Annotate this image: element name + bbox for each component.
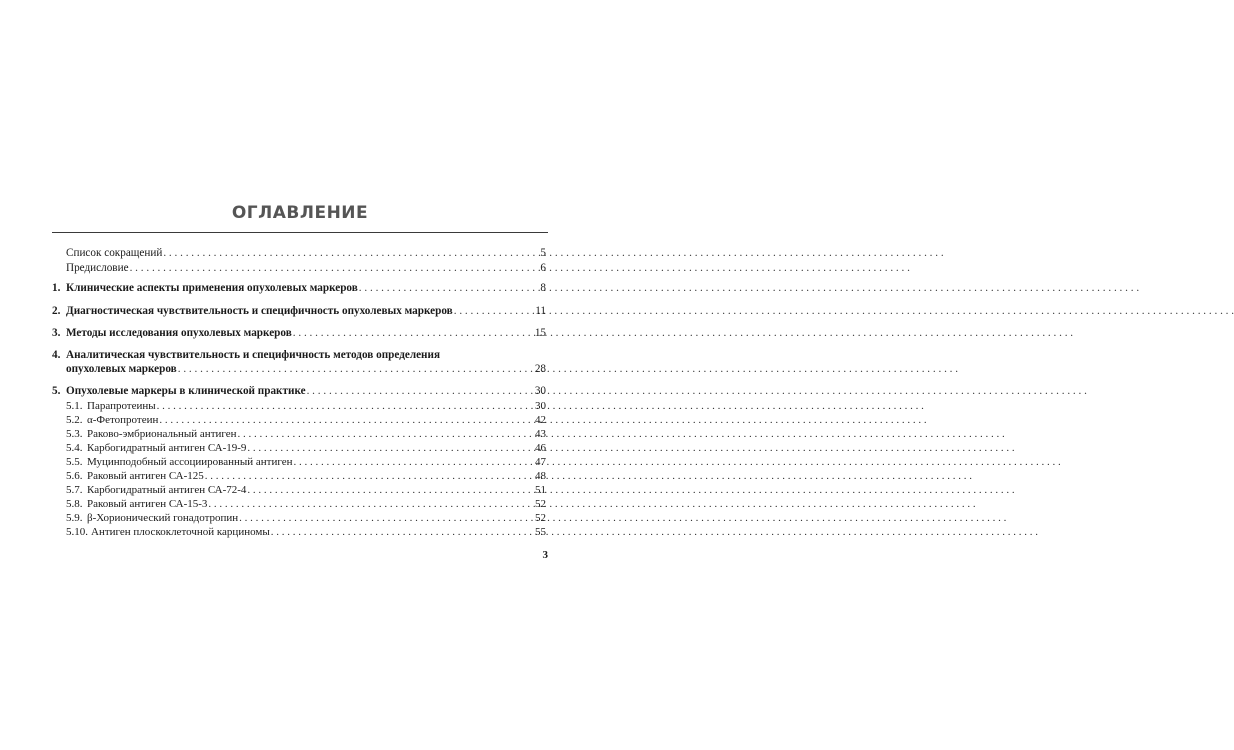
toc-chapter-5[interactable] xyxy=(52,385,546,398)
toc-section-5-1[interactable] xyxy=(66,400,546,413)
toc-chapter-title: Диагностическая чувствительность и специфичность опухолевых маркеров xyxy=(66,305,453,317)
toc-section-title: Антиген плоскоклеточной карциномы xyxy=(91,526,270,538)
toc-leader-dots xyxy=(293,456,534,469)
toc-chapter-number: 4. xyxy=(52,349,61,361)
toc-section-page: 42 xyxy=(535,414,546,426)
toc-section-title: Муцинподобный ассоциированный антиген xyxy=(87,456,293,468)
toc-chapter-2[interactable] xyxy=(52,305,546,318)
toc-leader-dots xyxy=(271,526,534,539)
toc-section-5-7[interactable] xyxy=(66,484,546,497)
toc-leader-dots xyxy=(205,470,534,483)
toc-section-5-6[interactable] xyxy=(66,470,546,483)
toc-section-number: 5.5. xyxy=(66,456,83,468)
toc-section-title: Раковый антиген СА-125 xyxy=(87,470,204,482)
toc-section-number: 5.6. xyxy=(66,470,83,482)
toc-section-title: α-Фетопротеин xyxy=(87,414,159,426)
toc-leader-dots xyxy=(247,484,534,497)
toc-leader-dots xyxy=(163,247,539,260)
heading-rule xyxy=(52,232,548,233)
toc-section-page: 48 xyxy=(535,470,546,482)
toc-entry-page: 6 xyxy=(540,262,546,274)
toc-chapter-4-line2[interactable] xyxy=(66,363,546,376)
toc-chapter-3[interactable] xyxy=(52,327,546,340)
toc-section-number: 5.10. xyxy=(66,526,88,538)
toc-chapter-page: 8 xyxy=(540,282,546,294)
toc-section-title: Парапротеины xyxy=(87,400,156,412)
toc-section-page: 30 xyxy=(535,400,546,412)
toc-leader-dots xyxy=(159,414,534,427)
toc-chapter-page: 30 xyxy=(534,385,546,397)
toc-leader-dots xyxy=(359,282,540,295)
toc-section-5-3[interactable] xyxy=(66,428,546,441)
toc-section-page: 51 xyxy=(535,484,546,496)
toc-leader-dots xyxy=(454,305,535,318)
toc-chapter-title: Опухолевые маркеры в клинической практике xyxy=(66,385,306,397)
page-title: ОГЛАВЛЕНИЕ xyxy=(231,203,369,223)
toc-entry-preface[interactable] xyxy=(66,262,546,275)
toc-chapter-4-line1[interactable] xyxy=(52,348,440,362)
toc-section-number: 5.7. xyxy=(66,484,83,496)
toc-section-page: 52 xyxy=(535,498,546,510)
toc-leader-dots xyxy=(293,327,534,340)
toc-section-5-4[interactable] xyxy=(66,442,546,455)
toc-leader-dots xyxy=(157,400,534,413)
toc-leader-dots xyxy=(239,512,534,525)
toc-section-page: 47 xyxy=(535,456,546,468)
toc-leader-dots xyxy=(238,428,534,441)
toc-section-title: Карбогидратный антиген СА-72-4 xyxy=(87,484,247,496)
toc-entry-title: Список сокращений xyxy=(66,247,163,259)
toc-section-title: Раковый антиген СА-15-3 xyxy=(87,498,208,510)
toc-section-number: 5.8. xyxy=(66,498,83,510)
toc-entry-abbreviations[interactable] xyxy=(66,247,546,260)
toc-chapter-number: 5. xyxy=(52,385,61,397)
toc-leader-dots xyxy=(178,363,534,376)
toc-chapter-title: Аналитическая чувствительность и специфичность методов определения xyxy=(66,349,441,361)
toc-section-5-9[interactable] xyxy=(66,512,546,525)
toc-chapter-title: Клинические аспекты применения опухолевых маркеров xyxy=(66,282,358,294)
toc-section-5-2[interactable] xyxy=(66,414,546,427)
toc-section-5-5[interactable] xyxy=(66,456,546,469)
toc-leader-dots xyxy=(247,442,534,455)
toc-section-page: 55 xyxy=(535,526,546,538)
toc-section-title: Раково-эмбриональный антиген xyxy=(87,428,237,440)
toc-chapter-number: 3. xyxy=(52,327,61,339)
toc-chapter-page: 11 xyxy=(535,305,546,317)
toc-section-number: 5.9. xyxy=(66,512,83,524)
toc-entry-title: Предисловие xyxy=(66,262,129,274)
toc-chapter-page: 15 xyxy=(534,327,546,339)
toc-section-number: 5.4. xyxy=(66,442,83,454)
toc-section-title: β-Хорионический гонадотропин xyxy=(87,512,239,524)
toc-chapter-page: 28 xyxy=(534,363,546,375)
toc-entry-page: 5 xyxy=(540,247,546,259)
toc-chapter-number: 2. xyxy=(52,305,61,317)
toc-section-5-10[interactable] xyxy=(66,526,546,539)
toc-section-number: 5.1. xyxy=(66,400,83,412)
toc-chapter-1[interactable] xyxy=(52,282,546,295)
toc-section-page: 43 xyxy=(535,428,546,440)
toc-section-number: 5.3. xyxy=(66,428,83,440)
toc-section-page: 46 xyxy=(535,442,546,454)
toc-leader-dots xyxy=(208,498,534,511)
toc-leader-dots xyxy=(307,385,534,398)
toc-section-title: Карбогидратный антиген СА-19-9 xyxy=(87,442,247,454)
toc-chapter-number: 1. xyxy=(52,282,61,294)
toc-chapter-title-continued: опухолевых маркеров xyxy=(66,363,177,375)
toc-chapter-title: Методы исследования опухолевых маркеров xyxy=(66,327,292,339)
toc-leader-dots xyxy=(130,262,540,275)
toc-section-5-8[interactable] xyxy=(66,498,546,511)
page-number: 3 xyxy=(542,549,548,561)
toc-section-number: 5.2. xyxy=(66,414,83,426)
toc-section-page: 52 xyxy=(535,512,546,524)
